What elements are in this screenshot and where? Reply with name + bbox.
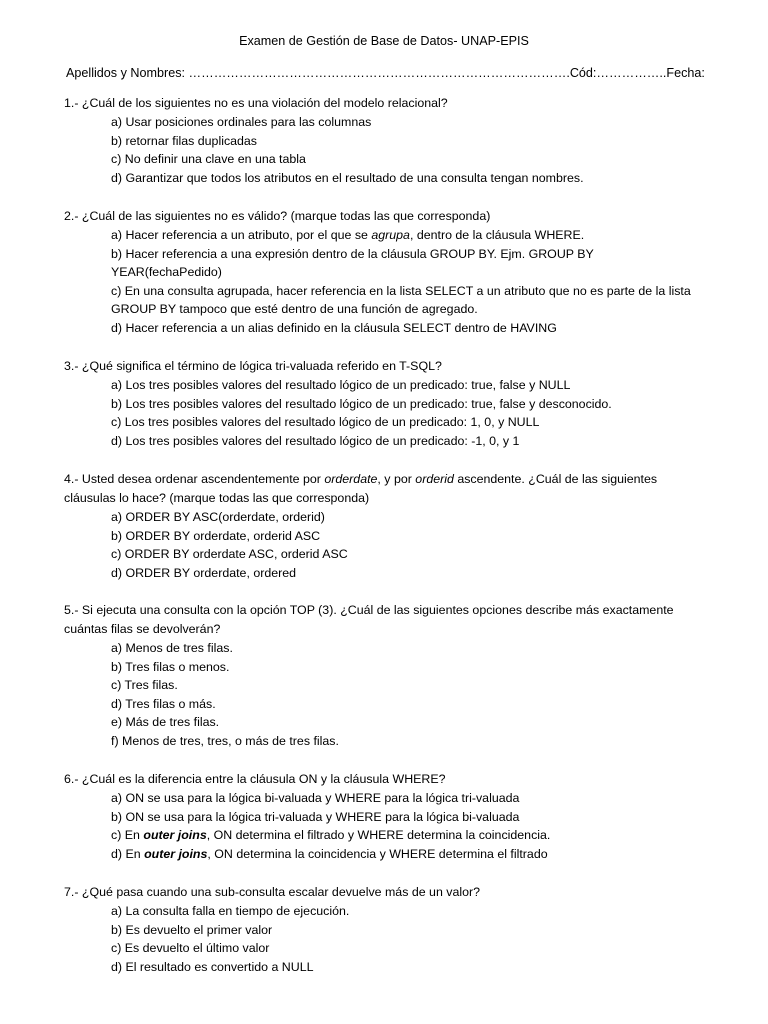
option-6d-emphasis: outer joins <box>144 846 208 861</box>
cod-label: Cód: <box>569 66 597 80</box>
names-blank: ………………………………………………………………………………. <box>188 66 570 80</box>
question-6 <box>64 770 704 863</box>
option-1d: d) Garantizar que todos los atributos en el resultado de una consulta tengan nombres. <box>111 170 584 185</box>
option-1c: c) No definir una clave en una tabla <box>111 152 306 167</box>
question-1-text: 1.- ¿Cuál de los siguientes no es una violación del modelo relacional? <box>64 96 448 110</box>
option-6c-text: c) En <box>111 828 144 843</box>
question-4-options <box>64 508 704 582</box>
option-2b: b) Hacer referencia a una expresión dentro de la cláusula GROUP BY. Ejm. GROUP BY YEAR(fechaPedido) <box>111 246 594 280</box>
question-4 <box>64 470 704 582</box>
option-7a: a) La consulta falla en tiempo de ejecución. <box>111 904 350 918</box>
option-2a-text: a) Hacer referencia a un atributo, por el que se <box>111 228 372 242</box>
option-6c-text-end: , ON determina el filtrado y WHERE determina la coincidencia. <box>206 828 551 843</box>
option-6b: b) ON se usa para la lógica tri-valuada y WHERE para la lógica bi-valuada <box>111 809 520 824</box>
option-4c: c) ORDER BY orderdate ASC, orderid ASC <box>111 547 348 562</box>
question-4-text-e: ascendente. ¿Cuál de las siguientes cláusulas lo hace? (marque todas las que corresponda) <box>64 472 658 505</box>
question-6-text: 6.- ¿Cuál es la diferencia entre la cláusula ON y la cláusula WHERE? <box>64 772 446 786</box>
question-4-text-a: 4.- Usted desea ordenar ascendentemente por <box>64 472 325 486</box>
option-7c: c) Es devuelto el último valor <box>111 941 270 956</box>
student-info-line <box>66 66 705 80</box>
option-4d: d) ORDER BY orderdate, ordered <box>111 565 297 580</box>
question-4-text-c: , y por <box>377 472 416 486</box>
question-6-options <box>64 789 704 863</box>
option-2a-text-end: , dentro de la cláusula WHERE. <box>409 228 585 242</box>
option-2a-emphasis: agrupa <box>371 228 410 242</box>
option-6c <box>111 826 704 845</box>
question-1 <box>64 94 704 187</box>
option-5a: a) Menos de tres filas. <box>111 641 233 655</box>
option-3d: d) Los tres posibles valores del resultado lógico de un predicado: -1, 0, y 1 <box>111 433 520 448</box>
option-4b: b) ORDER BY orderdate, orderid ASC <box>111 528 321 543</box>
question-3 <box>64 357 704 450</box>
question-1-options <box>64 113 704 187</box>
question-4-text <box>64 470 704 508</box>
option-1b: b) retornar filas duplicadas <box>111 133 258 148</box>
option-2d: d) Hacer referencia a un alias definido en la cláusula SELECT dentro de HAVING <box>111 320 557 335</box>
option-2c: c) En una consulta agrupada, hacer referencia en la lista SELECT a un atributo que no es parte de la lista GROUP BY tampoco que esté dentro de una función de agregado. <box>111 283 691 317</box>
question-3-text: 3.- ¿Qué significa el término de lógica tri-valuada referido en T-SQL? <box>64 359 442 373</box>
option-5c: c) Tres filas. <box>111 678 178 693</box>
option-7d: d) El resultado es convertido a NULL <box>111 959 314 974</box>
option-6a: a) ON se usa para la lógica bi-valuada y WHERE para la lógica tri-valuada <box>111 791 520 805</box>
question-4-emphasis-orderid: orderid <box>415 472 454 486</box>
question-7-options <box>64 902 704 976</box>
question-7-text: 7.- ¿Qué pasa cuando una sub-consulta escalar devuelve más de un valor? <box>64 885 481 899</box>
option-5b: b) Tres filas o menos. <box>111 659 230 674</box>
option-5f: f) Menos de tres, tres, o más de tres filas. <box>111 733 339 748</box>
option-7b: b) Es devuelto el primer valor <box>111 922 273 937</box>
question-2-text: 2.- ¿Cuál de las siguientes no es válido? (marque todas las que corresponda) <box>64 209 491 223</box>
question-4-emphasis-orderdate: orderdate <box>324 472 378 486</box>
cod-blank: …………….. <box>596 66 667 80</box>
option-5e: e) Más de tres filas. <box>111 715 220 730</box>
option-5d: d) Tres filas o más. <box>111 696 216 711</box>
option-6d <box>111 845 704 864</box>
option-3c: c) Los tres posibles valores del resultado lógico de un predicado: 1, 0, y NULL <box>111 415 540 430</box>
option-6d-text-end: , ON determina la coincidencia y WHERE determina el filtrado <box>207 846 548 861</box>
question-7 <box>64 883 704 976</box>
option-2a <box>111 226 704 245</box>
fecha-label: Fecha: <box>666 66 705 80</box>
question-2 <box>64 207 704 338</box>
option-4a: a) ORDER BY ASC(orderdate, orderid) <box>111 510 325 524</box>
option-1a: a) Usar posiciones ordinales para las columnas <box>111 115 372 129</box>
question-5-text: 5.- Si ejecuta una consulta con la opción TOP (3). ¿Cuál de las siguientes opciones describe más exactamente cuántas filas se devolverán? <box>64 603 674 636</box>
option-3b: b) Los tres posibles valores del resultado lógico de un predicado: true, false y desconocido. <box>111 396 612 411</box>
question-3-options <box>64 376 704 450</box>
option-6d-text: d) En <box>111 846 145 861</box>
names-label: Apellidos y Nombres: <box>66 66 185 80</box>
question-5 <box>64 601 704 751</box>
question-2-options <box>64 226 704 338</box>
option-6c-emphasis: outer joins <box>143 828 207 843</box>
question-5-options <box>64 639 704 751</box>
exam-title: Examen de Gestión de Base de Datos- UNAP-EPIS <box>239 34 529 48</box>
option-3a: a) Los tres posibles valores del resultado lógico de un predicado: true, false y NULL <box>111 378 571 392</box>
